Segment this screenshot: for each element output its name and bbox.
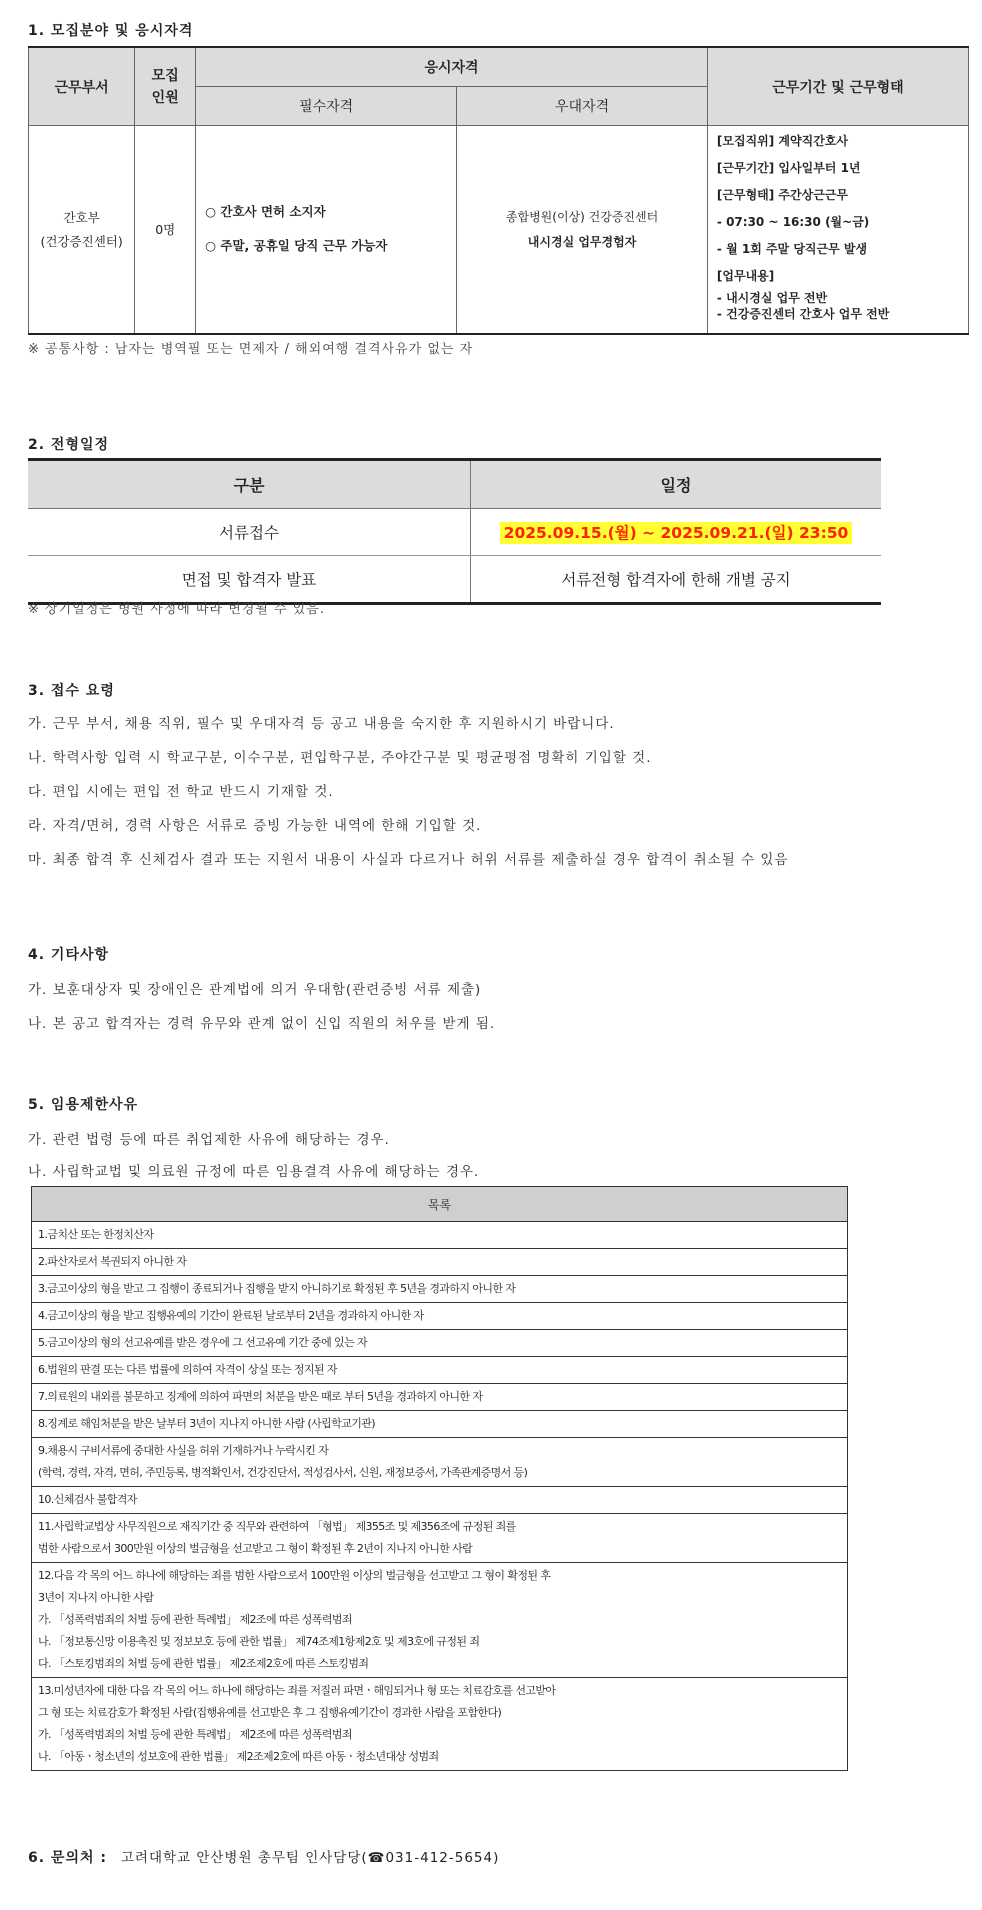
period-cell [707,126,968,334]
section3-item: 다. 편입 시에는 편입 전 학교 반드시 기재할 것. [28,784,334,800]
list-item-line: 범한 사람으로서 300만원 이상의 벌금형을 선고받고 그 형이 확정된 후 2년이 지나지 아니한 사람 [38,1542,473,1555]
list-item-line: 나. 「아동ㆍ청소년의 성보호에 관한 법률」 제2조제2호에 따른 아동ㆍ청소년대상 성범죄 [38,1750,439,1763]
preferred-line: 종합병원(이상) 건강증진센터 [505,210,659,225]
contact-label: 6. 문의처 : [28,1850,107,1866]
period-line: - 07:30 ~ 16:30 (월~금) [716,215,870,229]
header-schedule: 일정 [471,460,882,509]
section5-title: 5. 임용제한사유 [28,1097,139,1113]
section2-title: 2. 전형일정 [28,437,110,453]
list-item: 8.징계로 해임처분을 받은 날부터 3년이 지나지 아니한 사람 (사립학교기관) [32,1411,848,1438]
duty-line: - 내시경실 업무 전반 [716,291,828,305]
period-line: [근무형태] 주간상근근무 [716,188,848,202]
period-line: - 월 1회 주말 당직근무 발생 [716,242,868,256]
schedule-date: 서류전형 합격자에 한해 개별 공지 [561,571,791,589]
list-item [32,1563,848,1678]
header-qualification: 응시자격 [196,47,708,87]
required-item: ○ 주말, 공휴일 당직 근무 가능자 [205,238,388,254]
section4-title: 4. 기타사항 [28,947,110,963]
section1-title: 1. 모집분야 및 응시자격 [28,23,194,39]
list-item-line: 그 형 또는 치료감호가 확정된 사람(집행유예를 선고받은 후 그 집행유예기간이 경과한 사람을 포함한다) [38,1706,502,1719]
contact-info: 고려대학교 안산병원 총무팀 인사담당(☎031-412-5654) [120,1850,500,1866]
list-item-line: 나. 「정보통신망 이용촉진 및 정보보호 등에 관한 법률」 제74조제1항제2호 및 제3호에 규정된 죄 [38,1635,480,1648]
list-item-line: (학력, 경력, 자격, 면허, 주민등록, 병적확인서, 건강진단서, 적성검사서, 신원, 재정보증서, 가족관계증명서 등) [38,1466,528,1479]
dept-center: (건강증진센터) [40,234,123,250]
list-item-line: 다. 「스토킹범죄의 처벌 등에 관한 법률」 제2조제2호에 따른 스토킹범죄 [38,1657,369,1670]
duty-line: - 건강증진센터 간호사 업무 전반 [716,307,890,321]
section3-item: 나. 학력사항 입력 시 학교구분, 이수구분, 편입학구분, 주야간구분 및 평균평점 명확히 기입할 것. [28,750,652,766]
list-item-line: 가. 「성폭력범죄의 처벌 등에 관한 특례법」 제2조에 따른 성폭력범죄 [38,1613,352,1626]
list-item: 7.의료원의 내외를 불문하고 징계에 의하여 파면의 처분을 받은 때로 부터 5년을 경과하지 아니한 자 [32,1384,848,1411]
list-item: 2.파산자로서 복권되지 아니한 자 [32,1249,848,1276]
list-item-line: 11.사립학교법상 사무직원으로 재직기간 중 직무와 관련하여 「형법」 제355조 및 제356조에 규정된 죄를 [38,1520,516,1533]
header-preferred: 우대자격 [457,87,708,126]
count-cell: 0명 [135,126,196,334]
section4-item: 가. 보훈대상자 및 장애인은 관계법에 의거 우대함(관련증빙 서류 제출) [28,982,482,998]
header-dept: 근무부서 [29,47,135,126]
required-item: ○ 간호사 면허 소지자 [205,204,326,220]
list-item: 5.금고이상의 형의 선고유예를 받은 경우에 그 선고유예 기간 중에 있는 자 [32,1330,848,1357]
list-item [32,1678,848,1771]
period-line: [모집직위] 계약직간호사 [716,134,848,148]
period-line: [근무기간] 입사일부터 1년 [716,161,861,175]
qualification-table [28,46,969,335]
highlighted-date: 2025.09.15.(월) ~ 2025.09.21.(일) 23:50 [500,522,853,544]
schedule-category: 면접 및 합격자 발표 [28,556,471,604]
header-category: 구분 [28,460,471,509]
section2-note: ※ 상기일정은 병원 사정에 따라 변경될 수 있음. [28,602,325,617]
section4-item: 나. 본 공고 합격자는 경력 유무와 관계 없이 신입 직원의 처우를 받게 됨. [28,1016,496,1032]
section3-title: 3. 접수 요령 [28,683,115,699]
period-line: [업무내용] [716,269,775,283]
section3-item: 라. 자격/면허, 경력 사항은 서류로 증빙 가능한 내역에 한해 기입할 것. [28,818,482,834]
section5-item: 나. 사립학교법 및 의료원 규정에 따른 임용결격 사유에 해당하는 경우. [28,1164,480,1180]
section6-title [28,1846,499,1867]
required-cell [196,126,457,334]
list-item-line: 9.채용시 구비서류에 중대한 사실을 허위 기재하거나 누락시킨 자 [38,1444,329,1457]
disqualification-table [31,1186,848,1771]
list-item: 6.법원의 판결 또는 다른 법률에 의하여 자격이 상실 또는 정지된 자 [32,1357,848,1384]
list-item: 4.금고이상의 형을 받고 집행유예의 기간이 완료된 날로부터 2년을 경과하지 아니한 자 [32,1303,848,1330]
list-item: 10.신체검사 불합격자 [32,1487,848,1514]
header-period: 근무기간 및 근무형태 [707,47,968,126]
list-item-line: 가. 「성폭력범죄의 처벌 등에 관한 특례법」 제2조에 따른 성폭력범죄 [38,1728,352,1741]
dept-name: 간호부 [63,210,100,226]
list-item [32,1438,848,1487]
section3-item: 마. 최종 합격 후 신체검사 결과 또는 지원서 내용이 사실과 다르거나 허위 서류를 제출하실 경우 합격이 취소될 수 있음 [28,852,789,868]
list-item-line: 12.다음 각 목의 어느 하나에 해당하는 죄를 범한 사람으로서 100만원 이상의 벌금형을 선고받고 그 형이 확정된 후 [38,1569,551,1582]
list-item: 1.금치산 또는 한정치산자 [32,1222,848,1249]
header-required: 필수자격 [196,87,457,126]
section5-item: 가. 관련 법령 등에 따른 취업제한 사유에 해당하는 경우. [28,1132,390,1148]
preferred-line: 내시경실 업무경험자 [527,235,637,250]
section3-item: 가. 근무 부서, 채용 직위, 필수 및 우대자격 등 공고 내용을 숙지한 후 지원하시기 바랍니다. [28,716,615,732]
schedule-table [28,458,881,605]
schedule-category: 서류접수 [28,509,471,556]
list-header: 목록 [32,1187,848,1222]
list-item: 3.금고이상의 형을 받고 그 집행이 종료되거나 집행을 받지 아니하기로 확정된 후 5년을 경과하지 아니한 자 [32,1276,848,1303]
section1-note: ※ 공통사항 : 남자는 병역필 또는 면제자 / 해외여행 결격사유가 없는 자 [28,342,474,357]
preferred-cell [457,126,708,334]
schedule-date-cell [471,509,882,556]
dept-cell [29,126,135,334]
list-item-line: 13.미성년자에 대한 다음 각 목의 어느 하나에 해당하는 죄를 저질러 파면ㆍ해임되거나 형 또는 치료감호를 선고받아 [38,1684,556,1697]
list-item-line: 3년이 지나지 아니한 사람 [38,1591,154,1604]
list-item [32,1514,848,1563]
header-count: 모집 인원 [135,47,196,126]
